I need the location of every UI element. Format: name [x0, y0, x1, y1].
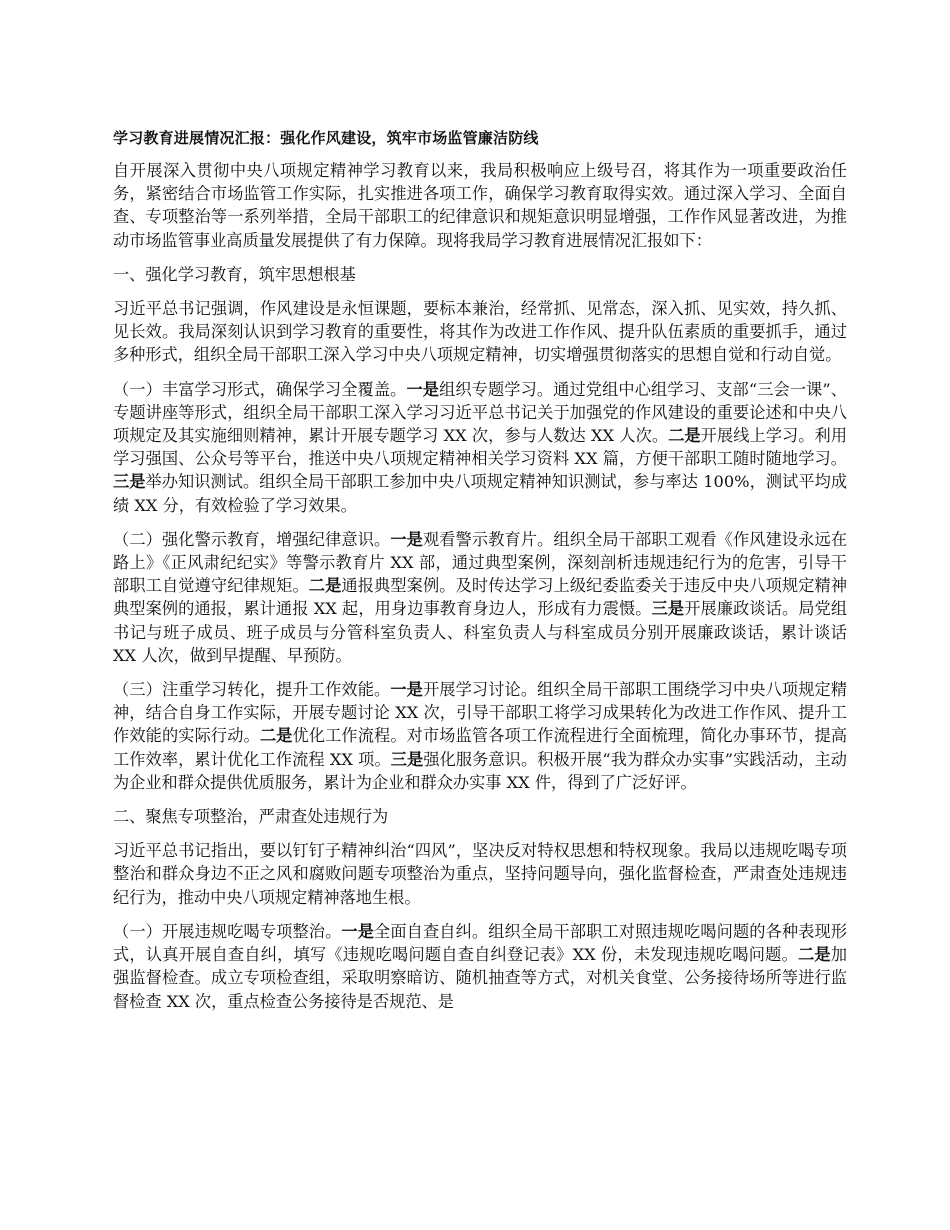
section-heading: 二、聚焦专项整治，严肃查处违规行为: [113, 807, 389, 827]
emphasis-label: 一是: [390, 680, 423, 700]
paragraph: [113, 528, 847, 667]
paragraph-text: 组织专题学习。通过党组中心组学习、支部“三会一课”、专题讲座等形式，组织全局干部职工深入学习习近平总书记关于加强党的作风建设的重要论述和中央八项规定及其实施细则精神，累计开展专题学习 XX 次，参与人数达 XX 人次。: [113, 379, 847, 446]
paragraph-text: 举办知识测试。组织全局干部职工参加中央八项规定精神知识测试，参与率达 100%，测试平均成绩 XX 分，有效检验了学习效果。: [113, 472, 848, 515]
emphasis-label: 一是: [390, 529, 423, 549]
paragraph-text: 全面自查自纠。组织全局干部职工对照违规吃喝问题的各种表现形式，认真开展自查自纠，填写《违规吃喝问题自查自纠登记表》XX 份，未发现违规吃喝问题。: [113, 921, 848, 965]
paragraph: [113, 839, 847, 909]
paragraph-text: （一）开展违规吃喝专项整治。: [113, 921, 342, 941]
paragraph-text: 加强监督检查。成立专项检查组，采取明察暗访、随机抽查等方式，对机关食堂、公务接待场所等进行监督检查 XX 次，重点检查公务接待是否规范、是: [113, 945, 847, 1011]
emphasis-label: 二是: [308, 576, 342, 596]
emphasis-label: 二是: [668, 426, 701, 446]
paragraph-text: 开展线上学习。利用学习强国、公众号等平台，推送中央八项规定精神相关学习资料 XX 篇，方便干部职工随时随地学习。: [113, 426, 848, 469]
document-body: [113, 159, 847, 1013]
paragraph: [113, 159, 847, 252]
paragraph-text: 观看警示教育片。组织全局干部职工观看《作风建设永远在路上》《正风肃纪纪实》等警示教育片 XX 部，通过典型案例，深刻剖析违规违纪行为的危害，引导干部职工自觉遵守纪律规矩。: [113, 529, 848, 596]
emphasis-label: 二是: [797, 945, 831, 965]
emphasis-label: 三是: [651, 599, 685, 619]
document-page: [113, 126, 847, 1024]
paragraph: [113, 920, 847, 1013]
paragraph-text: （二）强化警示教育，增强纪律意识。: [113, 529, 391, 549]
emphasis-label: 一是: [406, 379, 440, 399]
paragraph: [113, 678, 847, 794]
paragraph-text: 习近平总书记指出，要以钉钉子精神纠治“四风”，坚决反对特权思想和特权现象。我局以违规吃喝专项整治和群众身边不正之风和腐败问题专项整治为重点，坚持问题导向，强化监督检查，严肃查处违规违纪行为，推动中央八项规定精神落地生根。: [113, 841, 847, 907]
paragraph-text: 优化工作流程。对市场监管各项工作流程进行全面梳理，简化办事环节，提高工作效率，累计优化工作流程 XX 项。: [113, 726, 848, 769]
emphasis-label: 一是: [341, 921, 375, 941]
emphasis-label: 三是: [390, 749, 424, 769]
paragraph: [113, 297, 847, 367]
paragraph-text: 强化服务意识。积极开展“我为群众办实事”实践活动，主动为企业和群众提供优质服务，累计为企业和群众办实事 XX 件，得到了广泛好评。: [113, 749, 847, 792]
document-title: 学习教育进展情况汇报：强化作风建设，筑牢市场监管廉洁防线: [113, 129, 539, 147]
paragraph-text: 开展学习讨论。组织全局干部职工围绕学习中央八项规定精神，结合自身工作实际，开展专题讨论 XX 次，引导干部职工将学习成果转化为改进工作作风、提升工作效能的实际行动。: [113, 680, 848, 746]
paragraph-text: （三）注重学习转化，提升工作效能。: [113, 680, 391, 700]
emphasis-label: 三是: [113, 472, 146, 492]
paragraph-text: 自开展深入贯彻中央八项规定精神学习教育以来，我局积极响应上级号召，将其作为一项重要政治任务，紧密结合市场监管工作实际，扎实推进各项工作，确保学习教育取得实效。通过深入学习、全面自查、专项整治等一系列举措，全局干部职工的纪律意识和规矩意识明显增强，工作作风显著改进，为推动市场监管事业高质量发展提供了有力保障。现将我局学习教育进展情况汇报如下：: [113, 161, 847, 250]
section-heading: 一、强化学习教育，筑牢思想根基: [113, 264, 356, 284]
paragraph-text: 开展廉政谈话。局党组书记与班子成员、班子成员与分管科室负责人、科室负责人与科室成员分别开展廉政谈话，累计谈话 XX 人次，做到早提醒、早预防。: [113, 599, 848, 665]
paragraph-text: 习近平总书记强调，作风建设是永恒课题，要标本兼治，经常抓、见常态，深入抓、见实效，持久抓、见长效。我局深刻认识到学习教育的重要性，将其作为改进工作作风、提升队伍素质的重要抓手，通过多种形式，组织全局干部职工深入学习中央八项规定精神，切实增强贯彻落实的思想自觉和行动自觉。: [113, 299, 847, 365]
paragraph-text: （一）丰富学习形式，确保学习全覆盖。: [113, 379, 407, 399]
paragraph-text: 通报典型案例。及时传达学习上级纪委监委关于违反中央八项规定精神典型案例的通报，累计通报 XX 起，用身边事教育身边人，形成有力震慑。: [113, 576, 848, 619]
paragraph: [113, 378, 847, 517]
emphasis-label: 二是: [259, 726, 293, 746]
